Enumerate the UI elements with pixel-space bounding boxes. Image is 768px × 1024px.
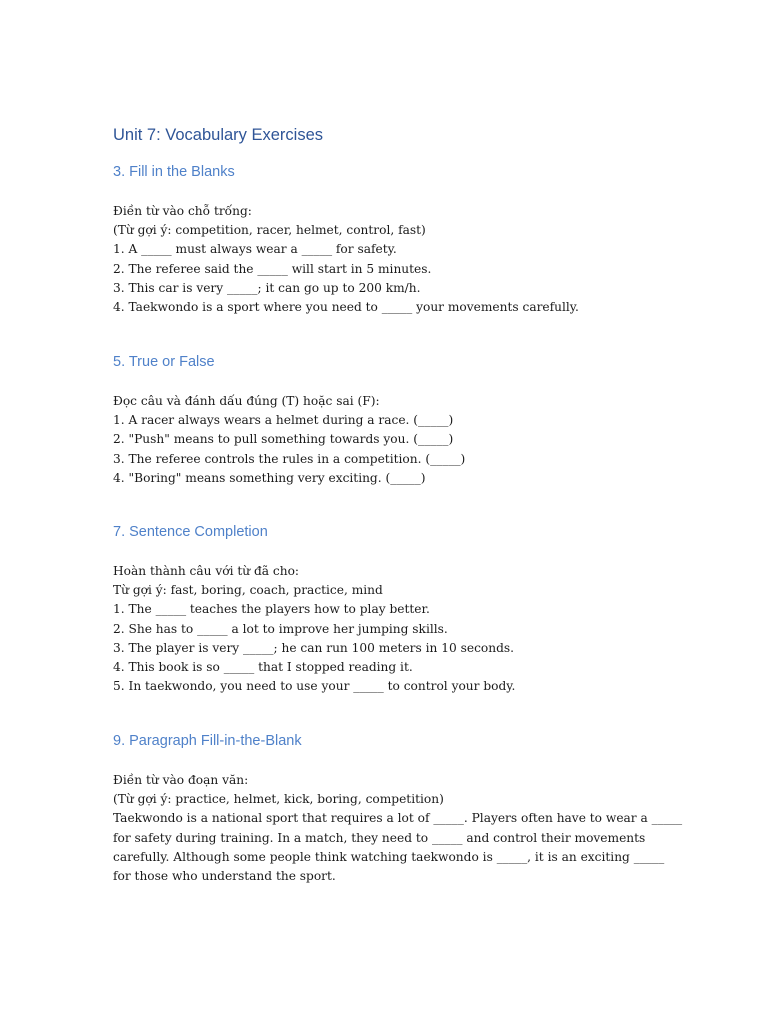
- instruction-line: Đọc câu và đánh dấu đúng (T) hoặc sai (F):: [113, 394, 380, 408]
- exercise-line: 1. A _____ must always wear a _____ for safety.: [113, 242, 397, 257]
- paragraph-line: carefully. Although some people think watching taekwondo is _____, it is an exciting _____: [113, 849, 665, 864]
- exercise-line: 4. This book is so _____ that I stopped reading it.: [113, 660, 413, 675]
- section-heading: 3. Fill in the Blanks: [113, 164, 235, 180]
- exercise-line: 2. She has to _____ a lot to improve her jumping skills.: [113, 621, 448, 636]
- section-body: [113, 202, 673, 317]
- exercise-line: 1. A racer always wears a helmet during a race. (_____): [113, 413, 454, 428]
- section-body: [113, 392, 673, 488]
- exercise-line: 4. Taekwondo is a sport where you need to _____ your movements carefully.: [113, 300, 579, 315]
- exercise-line: 2. The referee said the _____ will start in 5 minutes.: [113, 261, 432, 276]
- exercise-line: 1. The _____ teaches the players how to play better.: [113, 602, 430, 617]
- word-hint-line: (Từ gợi ý: practice, helmet, kick, boring, competition): [113, 792, 444, 807]
- exercise-line: 3. The referee controls the rules in a competition. (_____): [113, 451, 466, 466]
- word-hint-line: (Từ gợi ý: competition, racer, helmet, control, fast): [113, 223, 426, 238]
- section-paragraph-fill: [113, 731, 683, 886]
- exercise-line: 4. "Boring" means something very exciting. (_____): [113, 470, 426, 485]
- section-heading: 7. Sentence Completion: [113, 524, 268, 540]
- section-true-false: [113, 352, 673, 488]
- paragraph-line: Taekwondo is a national sport that requires a lot of _____. Players often have to wear a _____: [113, 811, 683, 826]
- section-heading: 9. Paragraph Fill-in-the-Blank: [113, 733, 302, 749]
- exercise-line: 5. In taekwondo, you need to use your _____ to control your body.: [113, 679, 516, 694]
- section-sentence-completion: [113, 522, 673, 696]
- section-body: [113, 562, 673, 696]
- document-content: [113, 124, 683, 884]
- section-body: [113, 771, 683, 886]
- exercise-line: 3. The player is very _____; he can run 100 meters in 10 seconds.: [113, 640, 515, 655]
- paragraph-line: for those who understand the sport.: [113, 869, 336, 884]
- section-fill-in-blanks: [113, 162, 673, 317]
- paragraph-line: for safety during training. In a match, they need to _____ and control their movements: [113, 830, 646, 845]
- exercise-line: 3. This car is very _____; it can go up to 200 km/h.: [113, 280, 421, 295]
- document-title: Unit 7: Vocabulary Exercises: [113, 126, 324, 144]
- section-heading: 5. True or False: [113, 354, 215, 370]
- instruction-line: Điền từ vào đoạn văn:: [113, 773, 249, 787]
- instruction-line: Điền từ vào chỗ trống:: [113, 204, 252, 218]
- exercise-line: 2. "Push" means to pull something towards you. (_____): [113, 432, 454, 447]
- instruction-line: Hoàn thành câu với từ đã cho:: [113, 564, 300, 578]
- word-hint-line: Từ gợi ý: fast, boring, coach, practice, mind: [113, 583, 383, 598]
